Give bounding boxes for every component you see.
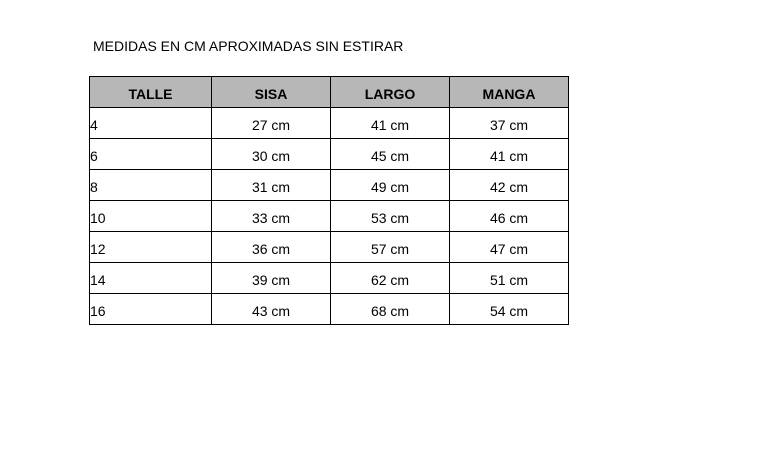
cell-largo: 68 cm <box>331 294 450 325</box>
cell-talle: 16 <box>90 294 212 325</box>
cell-talle: 4 <box>90 108 212 139</box>
cell-largo: 57 cm <box>331 232 450 263</box>
cell-manga: 41 cm <box>450 139 569 170</box>
cell-largo: 62 cm <box>331 263 450 294</box>
cell-manga: 51 cm <box>450 263 569 294</box>
table-row <box>90 294 569 325</box>
cell-largo: 49 cm <box>331 170 450 201</box>
cell-manga: 54 cm <box>450 294 569 325</box>
cell-talle: 6 <box>90 139 212 170</box>
cell-talle: 14 <box>90 263 212 294</box>
header-sisa: SISA <box>212 77 331 108</box>
cell-sisa: 39 cm <box>212 263 331 294</box>
header-talle: TALLE <box>90 77 212 108</box>
table-row <box>90 108 569 139</box>
cell-sisa: 36 cm <box>212 232 331 263</box>
cell-manga: 47 cm <box>450 232 569 263</box>
table-row <box>90 170 569 201</box>
size-table <box>89 76 569 325</box>
table-row <box>90 201 569 232</box>
cell-sisa: 43 cm <box>212 294 331 325</box>
cell-largo: 41 cm <box>331 108 450 139</box>
cell-talle: 12 <box>90 232 212 263</box>
cell-sisa: 31 cm <box>212 170 331 201</box>
cell-talle: 8 <box>90 170 212 201</box>
cell-largo: 45 cm <box>331 139 450 170</box>
cell-largo: 53 cm <box>331 201 450 232</box>
cell-manga: 42 cm <box>450 170 569 201</box>
page-title: MEDIDAS EN CM APROXIMADAS SIN ESTIRAR <box>93 38 404 54</box>
table-row <box>90 139 569 170</box>
cell-manga: 46 cm <box>450 201 569 232</box>
header-manga: MANGA <box>450 77 569 108</box>
cell-talle: 10 <box>90 201 212 232</box>
cell-sisa: 33 cm <box>212 201 331 232</box>
cell-sisa: 30 cm <box>212 139 331 170</box>
table-header-row <box>90 77 569 108</box>
table-row <box>90 232 569 263</box>
cell-manga: 37 cm <box>450 108 569 139</box>
cell-sisa: 27 cm <box>212 108 331 139</box>
table-row <box>90 263 569 294</box>
header-largo: LARGO <box>331 77 450 108</box>
